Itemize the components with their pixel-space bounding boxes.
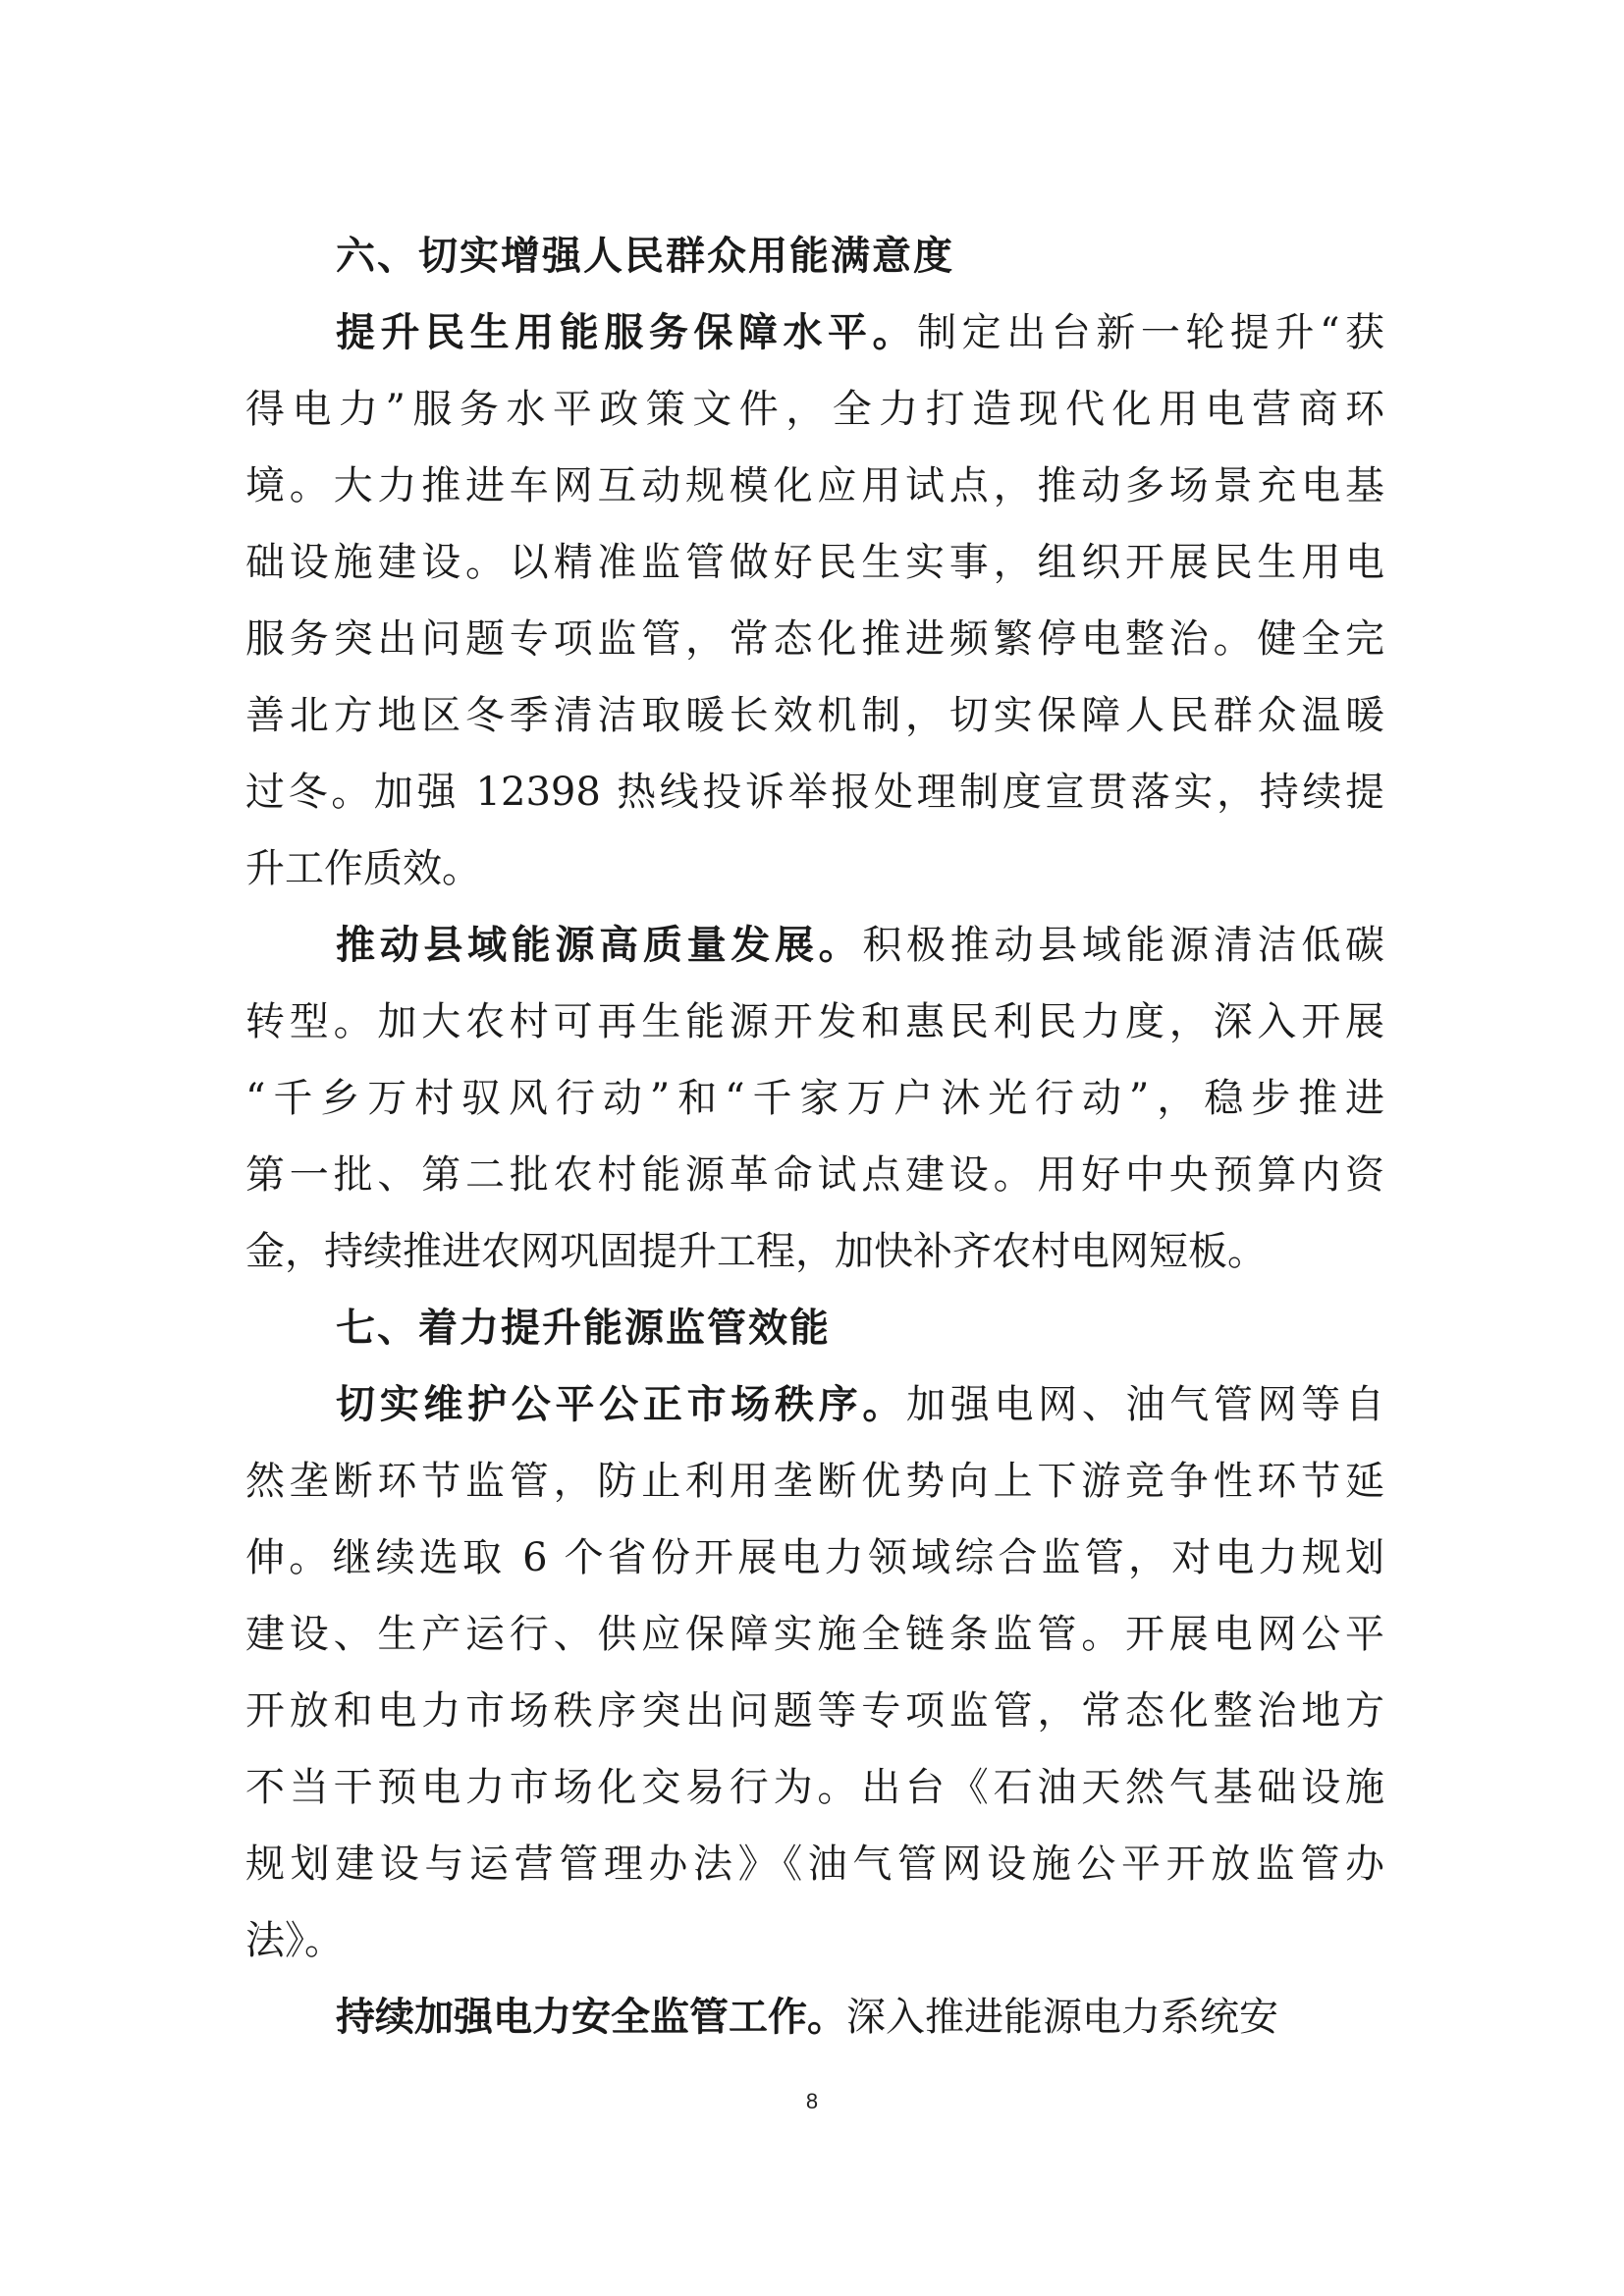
- paragraph-lead: 持续加强电力安全监管工作。: [336, 1995, 846, 2040]
- paragraph-line: [245, 1366, 1384, 1443]
- line-text: “千乡万村驭风行动”和“千家万户沐光行动”，稳步推进: [245, 1076, 1384, 1121]
- line-text: 积极推动县域能源清洁低碳: [862, 923, 1385, 968]
- paragraph-line: [245, 1826, 1384, 1902]
- paragraph-line: [245, 448, 1384, 524]
- paragraph-line: [245, 830, 1384, 907]
- paragraph-line: [245, 1979, 1384, 2056]
- line-text: 善北方地区冬季清洁取暖长效机制，切实保障人民群众温暖: [245, 693, 1384, 738]
- line-text: 规划建设与运营管理办法》《油气管网设施公平开放监管办: [245, 1842, 1384, 1887]
- paragraph-line: [245, 524, 1384, 601]
- line-text: 伸。继续选取 6 个省份开展电力领域综合监管，对电力规划: [245, 1535, 1384, 1580]
- line-text: 加强电网、油气管网等自: [906, 1382, 1385, 1427]
- line-text: 础设施建设。以精准监管做好民生实事，组织开展民生用电: [245, 540, 1384, 585]
- line-text: 转型。加大农村可再生能源开发和惠民利民力度，深入开展: [245, 999, 1384, 1044]
- line-text: 升工作质效。: [245, 846, 481, 891]
- paragraph-lead: 提升民生用能服务保障水平。: [336, 310, 918, 355]
- section-heading: 七、着力提升能源监管效能: [336, 1306, 831, 1351]
- paragraph-line: [245, 1902, 1384, 1979]
- paragraph-lead: 切实维护公平公正市场秩序。: [336, 1382, 907, 1427]
- paragraph-line: [245, 1213, 1384, 1290]
- line-text: 深入推进能源电力系统安: [846, 1995, 1278, 2040]
- page-number: 8: [805, 2089, 819, 2113]
- line-text: 开放和电力市场秩序突出问题等专项监管，常态化整治地方: [245, 1688, 1384, 1734]
- line-text: 境。大力推进车网互动规模化应用试点，推动多场景充电基: [245, 463, 1384, 508]
- paragraph-line: [245, 601, 1384, 677]
- line-text: 金，持续推进农网巩固提升工程，加快补齐农村电网短板。: [245, 1229, 1267, 1274]
- paragraph-line: [245, 294, 1384, 371]
- paragraph-line: [245, 1673, 1384, 1749]
- line-text: 过冬。加强 12398 热线投诉举报处理制度宣贯落实，持续提: [245, 770, 1384, 815]
- paragraph-line: [245, 907, 1384, 984]
- paragraph-line: [245, 1749, 1384, 1826]
- line-text: 第一批、第二批农村能源革命试点建设。用好中央预算内资: [245, 1152, 1384, 1198]
- line-text: 不当干预电力市场化交易行为。出台《石油天然气基础设施: [245, 1765, 1384, 1810]
- paragraph-line: [245, 1443, 1384, 1520]
- line-text: 建设、生产运行、供应保障实施全链条监管。开展电网公平: [245, 1612, 1384, 1657]
- paragraph-line: [245, 1520, 1384, 1596]
- line-text: 制定出台新一轮提升“获: [917, 310, 1384, 355]
- paragraph-line: [245, 677, 1384, 754]
- paragraph-line: [245, 984, 1384, 1060]
- paragraph-line: [245, 371, 1384, 448]
- paragraph-lead: 推动县域能源高质量发展。: [336, 923, 863, 968]
- line-text: 然垄断环节监管，防止利用垄断优势向上下游竞争性环节延: [245, 1459, 1384, 1504]
- paragraph-line: [245, 1596, 1384, 1673]
- line-text: 得电力”服务水平政策文件，全力打造现代化用电营商环: [245, 387, 1384, 432]
- paragraph-line: [245, 1060, 1384, 1137]
- paragraph-line: [245, 754, 1384, 830]
- line-text: 服务突出问题专项监管，常态化推进频繁停电整治。健全完: [245, 616, 1384, 662]
- paragraph-line: [245, 1137, 1384, 1213]
- line-text: 法》。: [245, 1918, 344, 1963]
- section-heading: 六、切实增强人民群众用能满意度: [336, 234, 954, 279]
